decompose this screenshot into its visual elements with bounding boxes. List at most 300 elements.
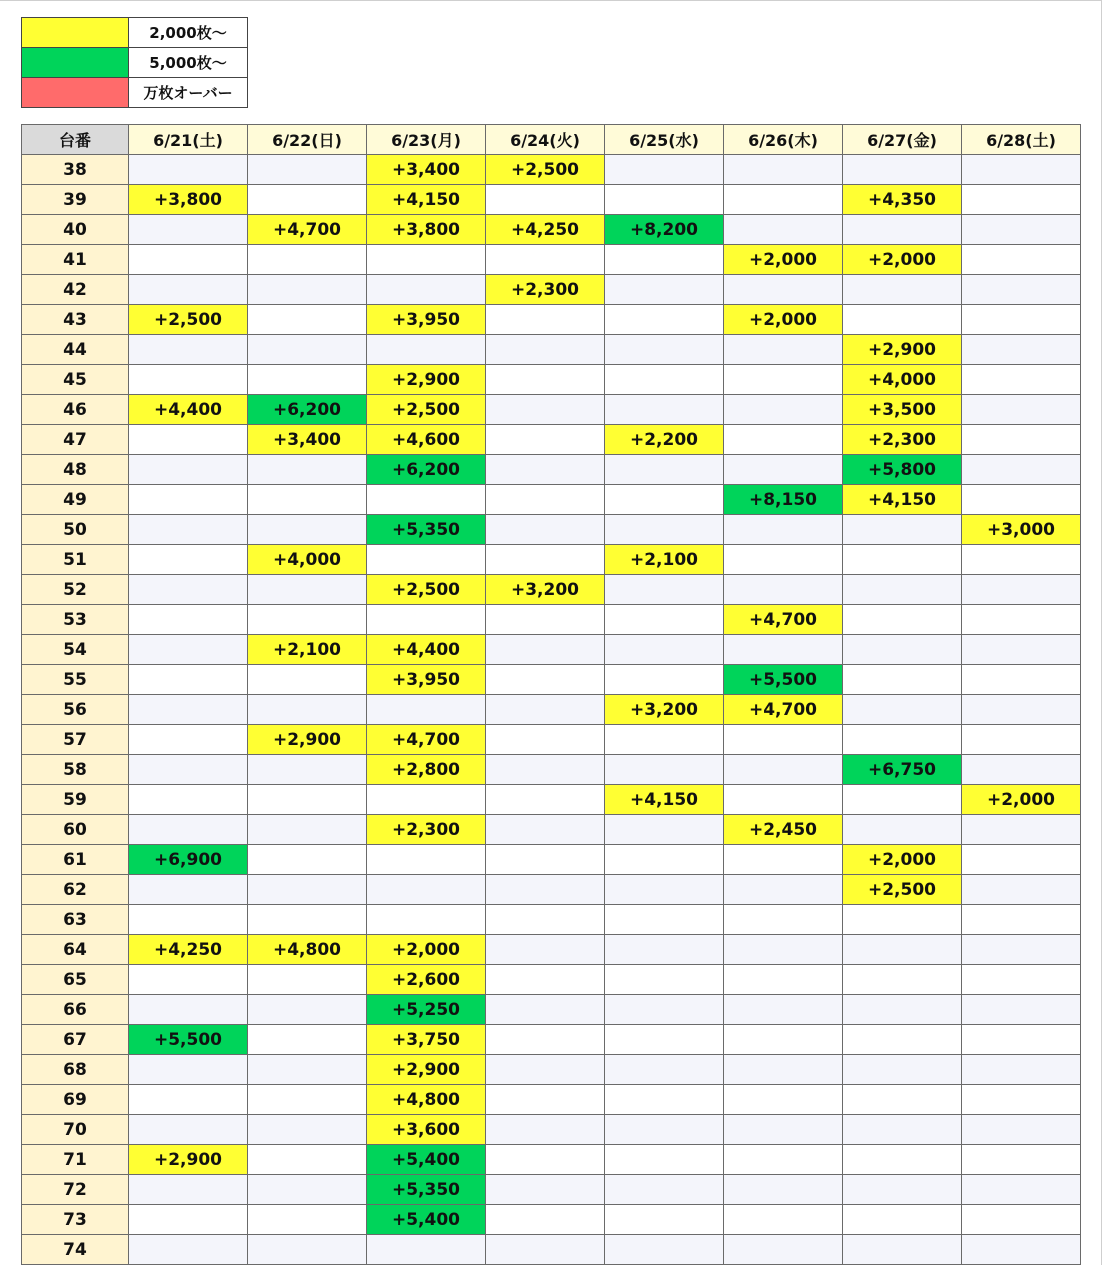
table-row: [22, 815, 1081, 845]
result-cell: [605, 815, 724, 845]
result-cell: [605, 245, 724, 275]
result-cell: [486, 875, 605, 905]
result-cell: +3,500: [843, 395, 962, 425]
table-row: [22, 485, 1081, 515]
result-cell: [248, 995, 367, 1025]
result-cell: [605, 1055, 724, 1085]
result-cell: +2,500: [367, 575, 486, 605]
result-cell: [962, 1205, 1081, 1235]
result-cell: +4,700: [367, 725, 486, 755]
result-cell: +4,400: [367, 635, 486, 665]
machine-number: 65: [22, 965, 129, 995]
table-row: [22, 395, 1081, 425]
legend-label: 万枚オーバー: [129, 78, 248, 108]
table-row: [22, 215, 1081, 245]
result-cell: +6,750: [843, 755, 962, 785]
result-cell: +4,700: [724, 695, 843, 725]
result-cell: [605, 1235, 724, 1265]
result-cell: [486, 965, 605, 995]
result-cell: [724, 935, 843, 965]
result-cell: [962, 1115, 1081, 1145]
result-cell: +5,500: [724, 665, 843, 695]
table-row: [22, 1085, 1081, 1115]
result-cell: [129, 695, 248, 725]
table-row: [22, 425, 1081, 455]
table-row: [22, 725, 1081, 755]
result-cell: +3,750: [367, 1025, 486, 1055]
date-header: 6/24(火): [486, 125, 605, 155]
machine-number: 41: [22, 245, 129, 275]
result-cell: [962, 215, 1081, 245]
result-cell: [843, 575, 962, 605]
result-cell: [843, 515, 962, 545]
table-row: [22, 605, 1081, 635]
legend-label: 2,000枚～: [129, 18, 248, 48]
result-cell: [486, 635, 605, 665]
result-cell: [486, 695, 605, 725]
result-cell: +2,500: [129, 305, 248, 335]
result-cell: [367, 485, 486, 515]
result-cell: [486, 995, 605, 1025]
date-header: 6/28(土): [962, 125, 1081, 155]
result-cell: [129, 665, 248, 695]
result-cell: [486, 725, 605, 755]
result-cell: +3,950: [367, 305, 486, 335]
result-cell: [248, 515, 367, 545]
machine-number: 45: [22, 365, 129, 395]
result-cell: [248, 875, 367, 905]
result-cell: [843, 1205, 962, 1235]
result-cell: [724, 185, 843, 215]
result-cell: [724, 455, 843, 485]
result-cell: [486, 305, 605, 335]
result-cell: [605, 635, 724, 665]
result-cell: [248, 605, 367, 635]
result-cell: [962, 1085, 1081, 1115]
machine-number: 51: [22, 545, 129, 575]
result-cell: [724, 275, 843, 305]
result-cell: +8,150: [724, 485, 843, 515]
result-cell: [129, 1205, 248, 1235]
result-cell: [248, 905, 367, 935]
result-cell: [962, 425, 1081, 455]
table-row: [22, 785, 1081, 815]
table-row: [22, 305, 1081, 335]
result-cell: +8,200: [605, 215, 724, 245]
legend-label: 5,000枚～: [129, 48, 248, 78]
result-cell: [129, 1055, 248, 1085]
machine-number: 56: [22, 695, 129, 725]
result-cell: [724, 845, 843, 875]
table-row: [22, 245, 1081, 275]
result-cell: +4,150: [367, 185, 486, 215]
result-cell: [129, 545, 248, 575]
result-cell: [843, 1115, 962, 1145]
result-cell: [248, 965, 367, 995]
result-cell: +3,200: [605, 695, 724, 725]
result-cell: [129, 1085, 248, 1115]
result-cell: +6,200: [248, 395, 367, 425]
result-cell: +4,000: [843, 365, 962, 395]
result-cell: [129, 725, 248, 755]
result-cell: [962, 695, 1081, 725]
result-cell: [486, 1025, 605, 1055]
result-cell: [486, 545, 605, 575]
date-header: 6/27(金): [843, 125, 962, 155]
result-cell: +2,200: [605, 425, 724, 455]
result-cell: [486, 1085, 605, 1115]
result-cell: [605, 905, 724, 935]
result-cell: [486, 245, 605, 275]
result-cell: [367, 695, 486, 725]
result-cell: [486, 1115, 605, 1145]
machine-number: 62: [22, 875, 129, 905]
result-cell: [605, 665, 724, 695]
result-cell: [843, 905, 962, 935]
color-legend: [21, 17, 248, 108]
result-cell: [605, 725, 724, 755]
result-cell: [962, 935, 1081, 965]
table-row: [22, 155, 1081, 185]
result-cell: +4,250: [129, 935, 248, 965]
header-row: [22, 125, 1081, 155]
result-cell: [486, 935, 605, 965]
result-cell: [248, 155, 367, 185]
table-row: [22, 575, 1081, 605]
result-cell: [486, 815, 605, 845]
date-header: 6/22(日): [248, 125, 367, 155]
result-cell: +3,400: [367, 155, 486, 185]
result-cell: [486, 845, 605, 875]
result-cell: [367, 845, 486, 875]
result-cell: [605, 275, 724, 305]
table-row: [22, 365, 1081, 395]
result-cell: [367, 785, 486, 815]
result-cell: [367, 245, 486, 275]
result-cell: +2,300: [843, 425, 962, 455]
table-row: [22, 1025, 1081, 1055]
result-cell: [486, 755, 605, 785]
result-cell: [962, 455, 1081, 485]
result-cell: [724, 425, 843, 455]
result-cell: +3,600: [367, 1115, 486, 1145]
result-cell: [129, 365, 248, 395]
result-cell: [367, 545, 486, 575]
result-cell: [962, 605, 1081, 635]
result-cell: +2,900: [367, 365, 486, 395]
result-cell: +3,000: [962, 515, 1081, 545]
result-cell: [129, 575, 248, 605]
result-cell: [843, 275, 962, 305]
machine-number: 74: [22, 1235, 129, 1265]
result-cell: [724, 1055, 843, 1085]
machine-number: 70: [22, 1115, 129, 1145]
result-cell: +3,800: [367, 215, 486, 245]
table-row: [22, 935, 1081, 965]
result-cell: +2,100: [605, 545, 724, 575]
result-cell: +4,000: [248, 545, 367, 575]
result-cell: +3,800: [129, 185, 248, 215]
result-cell: [724, 635, 843, 665]
result-cell: [486, 905, 605, 935]
result-cell: [248, 1145, 367, 1175]
result-cell: [962, 305, 1081, 335]
result-cell: [248, 695, 367, 725]
table-row: [22, 1145, 1081, 1175]
result-cell: [248, 665, 367, 695]
machine-number: 66: [22, 995, 129, 1025]
result-cell: [843, 155, 962, 185]
result-cell: +2,000: [962, 785, 1081, 815]
result-cell: +2,300: [486, 275, 605, 305]
table-row: [22, 515, 1081, 545]
table-row: [22, 1235, 1081, 1265]
result-cell: [962, 1055, 1081, 1085]
result-cell: [605, 305, 724, 335]
top-border: [0, 0, 1102, 1]
result-cell: +4,400: [129, 395, 248, 425]
result-cell: [962, 155, 1081, 185]
result-cell: [724, 995, 843, 1025]
result-cell: [129, 635, 248, 665]
result-cell: +4,700: [248, 215, 367, 245]
result-cell: [367, 335, 486, 365]
result-cell: [129, 515, 248, 545]
result-cell: [962, 965, 1081, 995]
machine-number: 69: [22, 1085, 129, 1115]
result-cell: +5,400: [367, 1205, 486, 1235]
table-row: [22, 335, 1081, 365]
result-cell: [724, 755, 843, 785]
result-cell: [129, 875, 248, 905]
result-cell: [724, 1145, 843, 1175]
result-cell: +4,150: [605, 785, 724, 815]
result-cell: [843, 545, 962, 575]
result-cell: [248, 185, 367, 215]
result-cell: [724, 575, 843, 605]
machine-number: 68: [22, 1055, 129, 1085]
result-cell: +2,900: [129, 1145, 248, 1175]
result-cell: [129, 485, 248, 515]
result-cell: [605, 1025, 724, 1055]
result-cell: [962, 905, 1081, 935]
result-cell: [129, 755, 248, 785]
result-cell: [486, 485, 605, 515]
result-cell: [367, 1235, 486, 1265]
result-cell: [129, 605, 248, 635]
result-cell: [962, 755, 1081, 785]
result-cell: [843, 815, 962, 845]
table-row: [22, 965, 1081, 995]
result-cell: [248, 275, 367, 305]
result-cell: [962, 875, 1081, 905]
legend-row: [22, 48, 248, 78]
result-cell: [486, 665, 605, 695]
result-cell: [843, 1175, 962, 1205]
result-cell: [367, 275, 486, 305]
result-cell: +4,150: [843, 485, 962, 515]
result-cell: [843, 995, 962, 1025]
result-cell: +4,600: [367, 425, 486, 455]
result-cell: [248, 1055, 367, 1085]
result-cell: [605, 1205, 724, 1235]
result-cell: [843, 935, 962, 965]
date-header: 6/23(月): [367, 125, 486, 155]
result-cell: [843, 785, 962, 815]
result-cell: [248, 575, 367, 605]
result-cell: [724, 1175, 843, 1205]
result-cell: [486, 1235, 605, 1265]
machine-number: 39: [22, 185, 129, 215]
result-cell: [962, 665, 1081, 695]
table-row: [22, 1055, 1081, 1085]
result-cell: +4,700: [724, 605, 843, 635]
date-header: 6/25(水): [605, 125, 724, 155]
result-cell: [248, 815, 367, 845]
result-cell: [248, 1205, 367, 1235]
result-cell: +2,000: [843, 845, 962, 875]
result-cell: [129, 215, 248, 245]
machine-number: 63: [22, 905, 129, 935]
result-cell: [962, 245, 1081, 275]
result-cell: [486, 185, 605, 215]
result-cell: [248, 1175, 367, 1205]
result-cell: +2,500: [367, 395, 486, 425]
result-cell: [605, 1145, 724, 1175]
result-cell: [724, 515, 843, 545]
date-header: 6/21(土): [129, 125, 248, 155]
machine-number: 67: [22, 1025, 129, 1055]
result-cell: [962, 365, 1081, 395]
result-cell: [486, 1145, 605, 1175]
result-cell: [605, 395, 724, 425]
result-cell: [724, 365, 843, 395]
result-cell: +3,400: [248, 425, 367, 455]
result-cell: [486, 455, 605, 485]
result-cell: [962, 1145, 1081, 1175]
result-cell: [605, 1085, 724, 1115]
result-cell: [486, 365, 605, 395]
result-cell: [962, 1175, 1081, 1205]
machine-number: 59: [22, 785, 129, 815]
result-cell: [724, 1205, 843, 1235]
result-cell: [843, 1055, 962, 1085]
machine-number: 57: [22, 725, 129, 755]
result-cell: [248, 755, 367, 785]
result-cell: +5,250: [367, 995, 486, 1025]
table-row: [22, 845, 1081, 875]
result-cell: [129, 965, 248, 995]
result-cell: [248, 1115, 367, 1145]
result-cell: [843, 665, 962, 695]
result-cell: [129, 995, 248, 1025]
result-cell: +5,400: [367, 1145, 486, 1175]
result-cell: [724, 725, 843, 755]
result-cell: [724, 1085, 843, 1115]
result-cell: [724, 155, 843, 185]
result-cell: [129, 905, 248, 935]
table-row: [22, 635, 1081, 665]
legend-row: [22, 18, 248, 48]
result-cell: +2,000: [724, 305, 843, 335]
result-cell: [605, 575, 724, 605]
table-row: [22, 995, 1081, 1025]
machine-number: 42: [22, 275, 129, 305]
result-cell: [367, 875, 486, 905]
table-row: [22, 545, 1081, 575]
results-table: [21, 124, 1081, 1265]
result-cell: +4,250: [486, 215, 605, 245]
result-cell: +2,100: [248, 635, 367, 665]
result-cell: +2,000: [843, 245, 962, 275]
result-cell: [129, 1175, 248, 1205]
result-cell: +5,350: [367, 515, 486, 545]
result-cell: [605, 485, 724, 515]
result-cell: [605, 335, 724, 365]
result-cell: +6,900: [129, 845, 248, 875]
table-row: [22, 695, 1081, 725]
result-cell: +2,900: [843, 335, 962, 365]
result-cell: +4,800: [367, 1085, 486, 1115]
legend-swatch: [22, 78, 129, 108]
result-cell: [843, 1025, 962, 1055]
result-cell: [724, 215, 843, 245]
result-cell: [962, 545, 1081, 575]
result-cell: [129, 155, 248, 185]
result-cell: +3,950: [367, 665, 486, 695]
result-cell: +4,800: [248, 935, 367, 965]
table-row: [22, 1175, 1081, 1205]
table-row: [22, 905, 1081, 935]
result-cell: [843, 305, 962, 335]
table-row: [22, 875, 1081, 905]
result-cell: [605, 935, 724, 965]
machine-number: 50: [22, 515, 129, 545]
result-cell: [486, 1175, 605, 1205]
result-cell: [724, 785, 843, 815]
result-cell: +2,300: [367, 815, 486, 845]
result-cell: [129, 815, 248, 845]
result-cell: [724, 965, 843, 995]
result-cell: [962, 995, 1081, 1025]
result-cell: [724, 875, 843, 905]
machine-number: 72: [22, 1175, 129, 1205]
result-cell: [843, 1085, 962, 1115]
result-cell: [843, 695, 962, 725]
result-cell: [486, 605, 605, 635]
result-cell: [248, 305, 367, 335]
table-row: [22, 185, 1081, 215]
result-cell: [843, 1145, 962, 1175]
table-row: [22, 1205, 1081, 1235]
result-cell: [129, 245, 248, 275]
result-cell: +2,450: [724, 815, 843, 845]
result-cell: [486, 335, 605, 365]
result-cell: [248, 455, 367, 485]
result-cell: [843, 605, 962, 635]
result-cell: [486, 785, 605, 815]
result-cell: [248, 245, 367, 275]
result-cell: [486, 425, 605, 455]
result-cell: [605, 515, 724, 545]
result-cell: [962, 395, 1081, 425]
machine-number: 44: [22, 335, 129, 365]
result-cell: [129, 425, 248, 455]
result-cell: [367, 905, 486, 935]
result-cell: [724, 905, 843, 935]
result-cell: +5,800: [843, 455, 962, 485]
result-cell: +2,900: [248, 725, 367, 755]
